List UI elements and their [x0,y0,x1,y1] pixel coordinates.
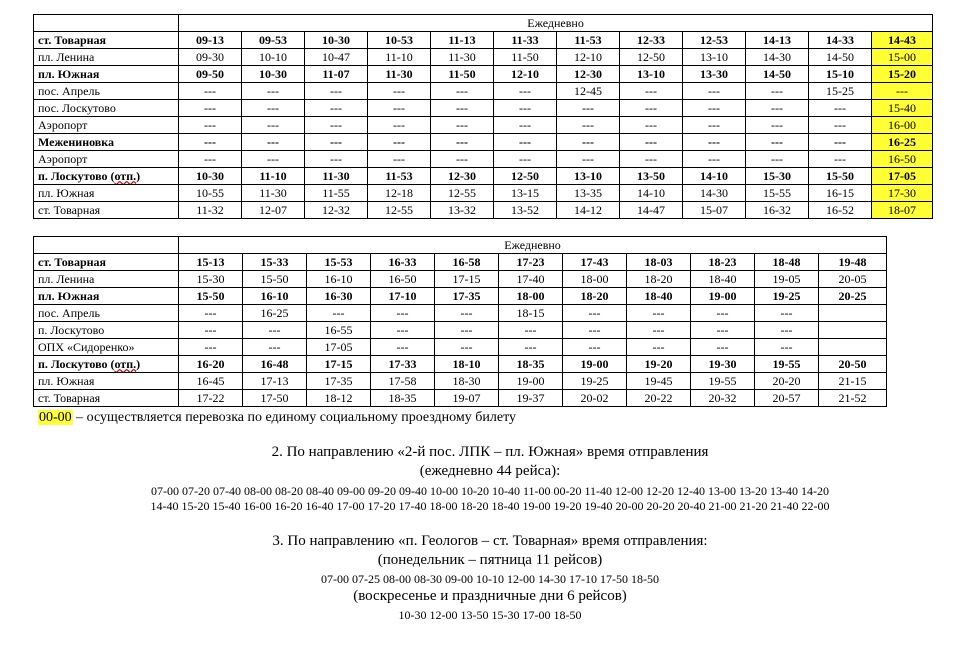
time-cell: 16-52 [809,202,872,219]
time-cell: --- [755,339,819,356]
time-cell: 20-32 [691,390,755,407]
time-cell: 09-13 [179,32,242,49]
time-cell: 17-05 [872,168,933,185]
stop-name-cell: Межениновка [34,134,179,151]
time-cell: --- [305,117,368,134]
time-cell: 11-53 [368,168,431,185]
time-cell: --- [435,339,499,356]
time-cell: 10-30 [242,66,305,83]
time-cell: 14-13 [746,32,809,49]
section-2-title: 2. По направлению «2-й пос. ЛПК – пл. Южная» время отправления [271,444,709,460]
time-cell: 12-55 [368,202,431,219]
stop-name-cell: ст. Товарная [34,254,179,271]
stop-name-cell: Аэропорт [34,151,179,168]
section-2-subtitle: (ежедневно 44 рейса): [419,463,561,479]
time-cell: 17-13 [243,373,307,390]
time-cell: 10-55 [179,185,242,202]
stop-name-cell: пл. Южная [34,66,179,83]
time-cell: --- [242,134,305,151]
time-cell: 12-30 [557,66,620,83]
time-cell: 11-30 [305,168,368,185]
time-cell: --- [872,83,933,100]
table-row [34,322,887,339]
time-cell: 17-33 [371,356,435,373]
header-blank-cell [34,237,179,254]
time-cell: 19-25 [563,373,627,390]
time-cell: 17-10 [371,288,435,305]
time-cell: --- [627,322,691,339]
time-cell: --- [243,339,307,356]
table-row [34,390,887,407]
table-row [34,134,933,151]
time-cell: 15-55 [746,185,809,202]
time-cell: --- [494,117,557,134]
table-row [34,117,933,134]
time-cell: 18-03 [627,254,691,271]
time-cell: 12-07 [242,202,305,219]
time-cell: 16-25 [243,305,307,322]
table-row [34,339,887,356]
time-cell: --- [620,151,683,168]
table-row [34,185,933,202]
table-row [34,83,933,100]
time-cell: 11-53 [557,32,620,49]
time-cell: 12-55 [431,185,494,202]
time-cell: 20-02 [563,390,627,407]
time-cell: --- [179,151,242,168]
stop-name-cell: п. Лоскутово [34,322,179,339]
table-row [34,202,933,219]
time-cell: 13-32 [431,202,494,219]
time-cell: --- [563,305,627,322]
time-cell: 13-52 [494,202,557,219]
time-cell: 11-32 [179,202,242,219]
time-cell: --- [371,322,435,339]
time-cell: 19-45 [627,373,691,390]
time-cell: 17-15 [435,271,499,288]
time-cell: --- [746,117,809,134]
time-cell: 19-00 [499,373,563,390]
time-cell: 15-00 [872,49,933,66]
time-cell: --- [435,322,499,339]
section-3-weekday-label: (понедельник – пятница 11 рейсов) [377,552,603,568]
time-cell: --- [305,134,368,151]
time-cell: --- [691,322,755,339]
time-cell: --- [179,117,242,134]
time-cell: 18-12 [307,390,371,407]
time-cell: --- [431,151,494,168]
section-3-weekday-times: 07-00 07-25 08-00 08-30 09-00 10-10 12-00 14-30 17-10 17-50 18-50 [321,572,659,586]
time-cell: --- [809,134,872,151]
time-cell: 11-50 [494,49,557,66]
time-cell: --- [242,117,305,134]
table-row [34,66,933,83]
time-cell: --- [499,339,563,356]
time-cell: 12-32 [305,202,368,219]
time-cell: 20-05 [819,271,887,288]
time-cell: 14-43 [872,32,933,49]
time-cell: --- [563,322,627,339]
time-cell [819,305,887,322]
section-3-title: 3. По направлению «п. Геологов – ст. Товарная» время отправления: [272,533,708,549]
time-cell: 20-25 [819,288,887,305]
table-row [34,151,933,168]
time-cell: 11-30 [431,49,494,66]
table-header-daily: Ежедневно [179,15,933,32]
time-cell: 20-57 [755,390,819,407]
time-cell: 14-50 [746,66,809,83]
time-cell: --- [305,100,368,117]
time-cell: 17-22 [179,390,243,407]
time-cell: --- [557,117,620,134]
time-cell: --- [179,134,242,151]
stop-name-cell: ст. Товарная [34,32,179,49]
section-3-weekend-times: 10-30 12-00 13-50 15-30 17-00 18-50 [398,608,582,622]
time-cell: --- [305,83,368,100]
time-cell: 14-30 [683,185,746,202]
time-cell: --- [179,305,243,322]
time-cell: 15-50 [809,168,872,185]
time-cell: 11-10 [368,49,431,66]
time-cell: 12-53 [683,32,746,49]
time-cell: 15-07 [683,202,746,219]
time-cell: --- [809,100,872,117]
time-cell: 12-45 [557,83,620,100]
time-cell: --- [755,322,819,339]
time-cell: 16-00 [872,117,933,134]
time-cell: --- [242,83,305,100]
time-cell: 15-50 [179,288,243,305]
time-cell: 12-33 [620,32,683,49]
time-cell: 19-00 [563,356,627,373]
time-cell: 21-15 [819,373,887,390]
time-cell: --- [494,151,557,168]
time-cell: 16-15 [809,185,872,202]
time-cell: 14-10 [683,168,746,185]
time-cell: 10-47 [305,49,368,66]
time-cell: 18-20 [627,271,691,288]
time-cell: --- [809,117,872,134]
time-cell: 09-53 [242,32,305,49]
time-cell: 18-10 [435,356,499,373]
time-cell: 16-33 [371,254,435,271]
time-cell: 12-30 [431,168,494,185]
stop-name-cell: пл. Южная [34,185,179,202]
time-cell: 15-40 [872,100,933,117]
time-cell: --- [620,100,683,117]
time-cell: --- [746,134,809,151]
time-cell: 11-07 [305,66,368,83]
time-cell: --- [620,83,683,100]
time-cell: 11-55 [305,185,368,202]
time-cell: 13-10 [683,49,746,66]
time-cell: 15-13 [179,254,243,271]
time-cell: 16-45 [179,373,243,390]
time-cell: --- [557,134,620,151]
stop-name-cell: ст. Товарная [34,202,179,219]
time-cell: --- [368,83,431,100]
table-row [34,49,933,66]
section-2-times-line-1: 07-00 07-20 07-40 08-00 08-20 08-40 09-00 09-20 09-40 10-00 10-20 10-40 11-00 00-20 11-40 12-00 12-20 12-40 13-00 13-20 13-40 14-20 [150,484,830,498]
time-cell: 13-15 [494,185,557,202]
time-cell: 17-43 [563,254,627,271]
time-cell: --- [305,151,368,168]
stop-name-cell: п. Лоскутово (отп.) [34,356,179,373]
time-cell: --- [683,134,746,151]
table-row [34,288,887,305]
time-cell: 10-30 [305,32,368,49]
time-cell: 15-20 [872,66,933,83]
time-cell: --- [809,151,872,168]
header-blank-cell [34,15,179,32]
time-cell: --- [431,100,494,117]
stop-name-cell: пл. Ленина [34,49,179,66]
time-cell: 18-40 [627,288,691,305]
time-cell: --- [557,151,620,168]
table-row [34,168,933,185]
table-row [34,305,887,322]
time-cell: 11-10 [242,168,305,185]
time-cell: 16-10 [243,288,307,305]
time-cell: 11-13 [431,32,494,49]
stop-name-cell: ст. Товарная [34,390,179,407]
time-cell: 18-48 [755,254,819,271]
time-cell: 09-30 [179,49,242,66]
time-cell: 19-30 [691,356,755,373]
highlight-swatch: 00-00 [39,410,72,425]
time-cell: 11-50 [431,66,494,83]
time-cell: 19-07 [435,390,499,407]
time-cell: 12-50 [494,168,557,185]
time-cell: 12-50 [620,49,683,66]
time-cell: --- [620,134,683,151]
time-cell: 10-53 [368,32,431,49]
time-cell: 14-33 [809,32,872,49]
time-cell: 13-35 [557,185,620,202]
schedule-table-2 [33,236,887,407]
time-cell: 18-15 [499,305,563,322]
time-cell: 14-50 [809,49,872,66]
time-cell: --- [746,151,809,168]
time-cell: 16-32 [746,202,809,219]
stop-name-cell: ОПХ «Сидоренко» [34,339,179,356]
time-cell: 21-52 [819,390,887,407]
time-cell: 15-53 [307,254,371,271]
time-cell: 19-55 [691,373,755,390]
time-cell: --- [683,100,746,117]
time-cell: 18-07 [872,202,933,219]
time-cell: 19-25 [755,288,819,305]
table-row [34,356,887,373]
time-cell: --- [371,305,435,322]
stop-name-cell: пл. Южная [34,288,179,305]
time-cell: --- [431,83,494,100]
time-cell: --- [620,117,683,134]
time-cell: 11-33 [494,32,557,49]
time-cell: --- [691,305,755,322]
time-cell: 15-33 [243,254,307,271]
time-cell: --- [435,305,499,322]
time-cell: 15-10 [809,66,872,83]
time-cell: 16-25 [872,134,933,151]
time-cell: 19-37 [499,390,563,407]
time-cell: --- [746,100,809,117]
time-cell: 19-00 [691,288,755,305]
time-cell: 13-10 [620,66,683,83]
time-cell: 13-10 [557,168,620,185]
time-cell: 20-20 [755,373,819,390]
time-cell: 18-00 [499,288,563,305]
time-cell: --- [627,339,691,356]
time-cell: 15-30 [746,168,809,185]
time-cell: --- [683,151,746,168]
time-cell: 18-35 [371,390,435,407]
time-cell: --- [431,117,494,134]
time-cell: --- [179,83,242,100]
time-cell: 16-58 [435,254,499,271]
time-cell: 15-30 [179,271,243,288]
time-cell: 14-10 [620,185,683,202]
stop-name-cell: пос. Апрель [34,83,179,100]
time-cell: 14-47 [620,202,683,219]
time-cell: --- [431,134,494,151]
time-cell: 13-30 [683,66,746,83]
time-cell: 15-25 [809,83,872,100]
time-cell [819,322,887,339]
time-cell: 11-30 [242,185,305,202]
legend-text: – осуществляется перевозка по единому социальному проездному билету [72,410,516,425]
stop-name-cell: пос. Апрель [34,305,179,322]
time-cell: 12-18 [368,185,431,202]
time-cell: --- [494,134,557,151]
stop-name-cell: пос. Лоскутово [34,100,179,117]
time-cell: 20-22 [627,390,691,407]
time-cell: --- [683,83,746,100]
legend [38,410,516,426]
time-cell: 19-05 [755,271,819,288]
time-cell: 16-50 [371,271,435,288]
time-cell: 17-58 [371,373,435,390]
time-cell: 16-30 [307,288,371,305]
time-cell: 16-10 [307,271,371,288]
time-cell: 17-35 [435,288,499,305]
time-cell: --- [557,100,620,117]
time-cell: 19-20 [627,356,691,373]
time-cell: 17-35 [307,373,371,390]
time-cell: 17-15 [307,356,371,373]
table-header-daily: Ежедневно [179,237,887,254]
time-cell: 09-50 [179,66,242,83]
table-row [34,32,933,49]
time-cell: --- [368,134,431,151]
time-cell: 17-30 [872,185,933,202]
time-cell: 17-40 [499,271,563,288]
time-cell: --- [368,117,431,134]
time-cell: 13-50 [620,168,683,185]
section-3-weekend-label: (воскресенье и праздничные дни 6 рейсов) [353,588,627,604]
time-cell: --- [683,117,746,134]
time-cell: 10-10 [242,49,305,66]
time-cell: --- [179,339,243,356]
table-row [34,271,887,288]
time-cell: --- [179,100,242,117]
time-cell: --- [627,305,691,322]
table-row [34,100,933,117]
time-cell: --- [371,339,435,356]
time-cell: --- [307,305,371,322]
time-cell: 20-50 [819,356,887,373]
stop-name-cell: Аэропорт [34,117,179,134]
time-cell: 10-30 [179,168,242,185]
time-cell: 14-12 [557,202,620,219]
time-cell: 18-20 [563,288,627,305]
time-cell: 14-30 [746,49,809,66]
time-cell: 16-20 [179,356,243,373]
time-cell: --- [368,100,431,117]
time-cell: 18-00 [563,271,627,288]
time-cell: 17-05 [307,339,371,356]
table-row [34,254,887,271]
time-cell: 18-30 [435,373,499,390]
time-cell: --- [494,83,557,100]
time-cell: 12-10 [494,66,557,83]
time-cell: 15-50 [243,271,307,288]
time-cell: 18-40 [691,271,755,288]
time-cell: --- [499,322,563,339]
table-row [34,373,887,390]
time-cell [819,339,887,356]
time-cell: --- [243,322,307,339]
time-cell: --- [755,305,819,322]
time-cell: 16-48 [243,356,307,373]
time-cell: 18-35 [499,356,563,373]
time-cell: --- [179,322,243,339]
time-cell: --- [242,100,305,117]
stop-name-cell: пл. Ленина [34,271,179,288]
schedule-table-1 [33,14,933,219]
time-cell: --- [691,339,755,356]
time-cell: 18-23 [691,254,755,271]
section-2-times-line-2: 14-40 15-20 15-40 16-00 16-20 16-40 17-00 17-20 17-40 18-00 18-20 18-40 19-00 19-20 19-40 20-00 20-20 20-40 21-00 21-20 21-40 22-00 [150,499,830,513]
time-cell: 16-55 [307,322,371,339]
time-cell: --- [368,151,431,168]
stop-name-cell: пл. Южная [34,373,179,390]
time-cell: 12-10 [557,49,620,66]
time-cell: 19-48 [819,254,887,271]
time-cell: 19-55 [755,356,819,373]
time-cell: --- [746,83,809,100]
stop-name-cell: п. Лоскутово (отп.) [34,168,179,185]
time-cell: --- [494,100,557,117]
time-cell: 11-30 [368,66,431,83]
time-cell: 16-50 [872,151,933,168]
time-cell: 17-50 [243,390,307,407]
time-cell: 17-23 [499,254,563,271]
time-cell: --- [242,151,305,168]
time-cell: --- [563,339,627,356]
